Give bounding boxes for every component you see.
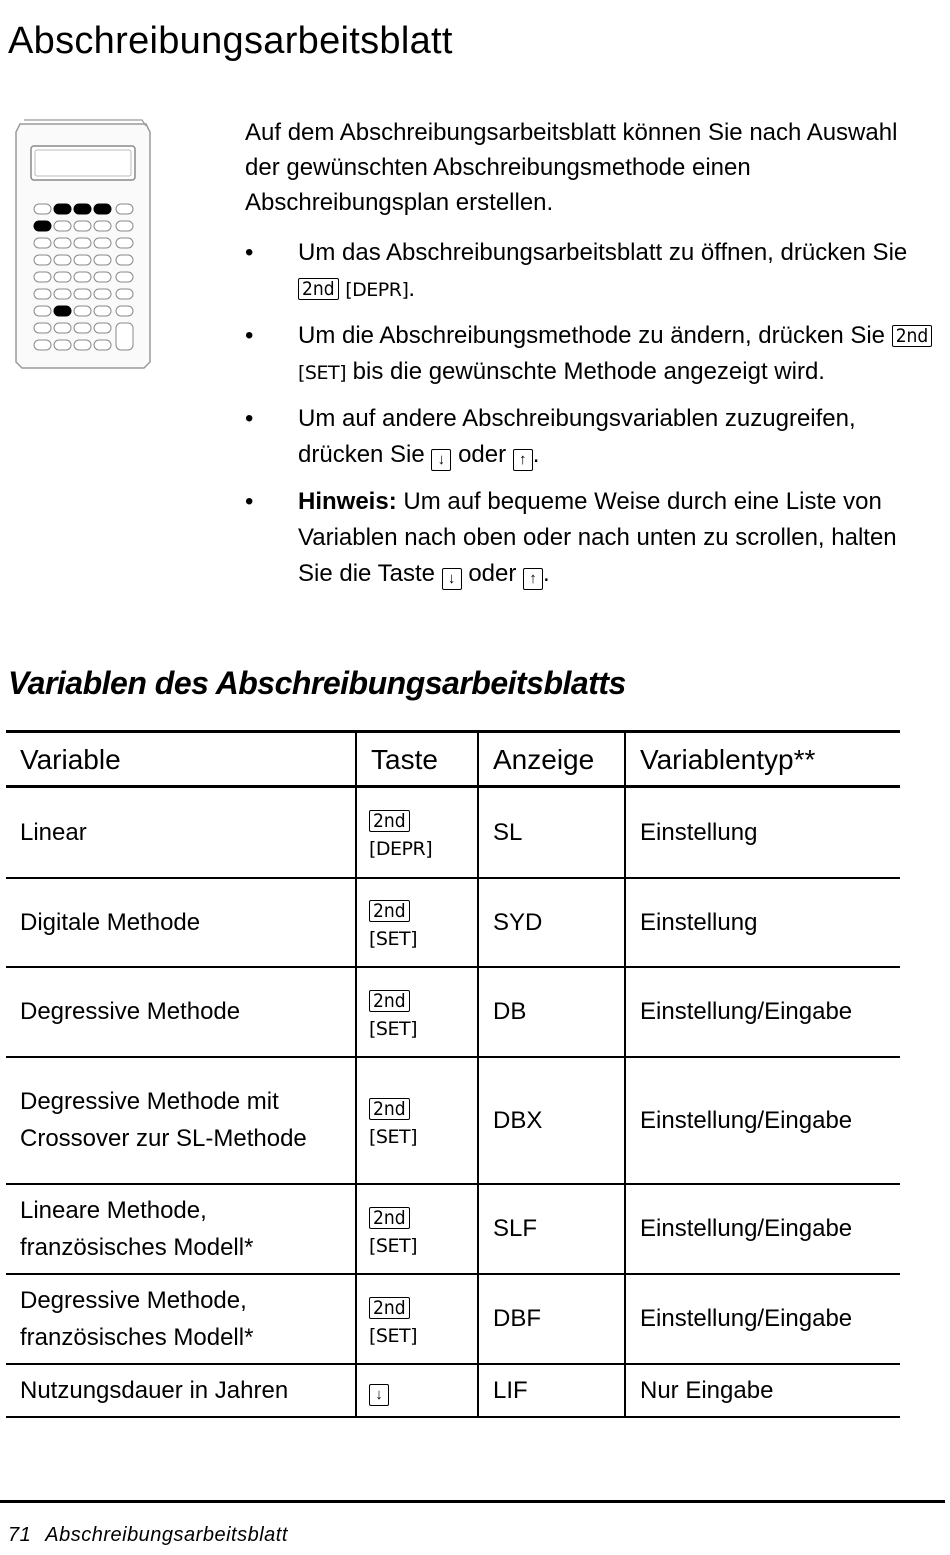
- key-set: [SET]: [369, 1126, 417, 1148]
- cell-taste: [356, 1184, 478, 1274]
- calculator-key: [54, 323, 71, 333]
- footer-title: Abschreibungsarbeitsblatt: [45, 1524, 288, 1546]
- key-2nd: 2nd: [369, 810, 410, 832]
- cell-taste: [356, 1057, 478, 1184]
- calculator-keypad-icon: [14, 118, 152, 370]
- calculator-key: [94, 204, 111, 214]
- calculator-key: [54, 204, 71, 214]
- bullet-text: Um das Abschreibungsarbeitsblatt zu öffnen, drücken Sie: [298, 239, 908, 266]
- cell-taste: [356, 787, 478, 878]
- up-arrow-icon: ↑: [513, 449, 533, 471]
- header-taste: Taste: [356, 732, 478, 787]
- calculator-key: [116, 238, 133, 248]
- table-row: [6, 878, 900, 967]
- calculator-key: [74, 255, 91, 265]
- key-2nd: 2nd: [369, 900, 410, 922]
- variables-table: [6, 730, 900, 1418]
- calculator-key: [94, 255, 111, 265]
- table-row: [6, 1274, 900, 1364]
- bullet-text-end: bis die gewünschte Methode angezeigt wird.: [346, 358, 825, 385]
- calculator-key: [74, 238, 91, 248]
- table-row: [6, 1057, 900, 1184]
- cell-variable: Degressive Methode, französisches Modell*: [6, 1274, 356, 1364]
- key-2nd: 2nd: [369, 1297, 410, 1319]
- cell-variable: Lineare Methode, französisches Modell*: [6, 1184, 356, 1274]
- table-row: [6, 1184, 900, 1274]
- calculator-key: [116, 221, 133, 231]
- cell-variablentyp: Einstellung/Eingabe: [625, 1184, 900, 1274]
- key-depr: [DEPR]: [369, 838, 433, 861]
- bullet-text: Um auf bequeme Weise durch eine Liste von Variablen nach oben oder nach unten zu scrollen, halten Sie die Taste: [298, 488, 897, 587]
- calculator-key: [94, 272, 111, 282]
- cell-variable: Degressive Methode: [6, 967, 356, 1057]
- header-variable: Variable: [6, 732, 356, 787]
- cell-anzeige: DB: [478, 967, 625, 1057]
- cell-variable: Degressive Methode mit Crossover zur SL-Methode: [6, 1057, 356, 1184]
- bullet-marker: •: [245, 239, 254, 266]
- calculator-key: [54, 272, 71, 282]
- key-depr: [DEPR]: [345, 279, 409, 301]
- key-set: [SET]: [369, 928, 417, 950]
- calculator-key: [34, 289, 51, 299]
- bullet-text-end: .: [543, 560, 550, 587]
- calculator-key: [94, 238, 111, 248]
- cell-variablentyp: Einstellung/Eingabe: [625, 1057, 900, 1184]
- bullet-marker: •: [245, 405, 254, 432]
- list-item: [245, 235, 935, 307]
- cell-taste: [356, 1274, 478, 1364]
- list-item: [245, 318, 935, 390]
- down-arrow-icon: ↓: [431, 449, 451, 471]
- cell-taste: [356, 1364, 478, 1417]
- up-arrow-icon: ↑: [523, 568, 543, 590]
- cell-variablentyp: Einstellung/Eingabe: [625, 1274, 900, 1364]
- cell-variablentyp: Nur Eingabe: [625, 1364, 900, 1417]
- calculator-key: [54, 289, 71, 299]
- page-footer: [8, 1524, 288, 1547]
- calculator-key: [94, 221, 111, 231]
- bullet-text-end: .: [532, 441, 540, 468]
- key-set: [SET]: [369, 1017, 417, 1040]
- key-set: [SET]: [298, 362, 346, 384]
- list-item: [245, 484, 935, 592]
- calculator-key: [54, 221, 71, 231]
- footer-divider: [0, 1500, 945, 1503]
- calculator-key: [54, 238, 71, 248]
- calculator-key: [116, 306, 133, 316]
- key-2nd: 2nd: [369, 1098, 410, 1120]
- calculator-key: [94, 289, 111, 299]
- calculator-key: [34, 238, 51, 248]
- table-header-row: [6, 732, 900, 787]
- cell-taste: [356, 878, 478, 967]
- cell-anzeige: LIF: [478, 1364, 625, 1417]
- key-2nd: 2nd: [298, 278, 339, 300]
- cell-taste: [356, 967, 478, 1057]
- calculator-key: [74, 323, 91, 333]
- key-2nd: 2nd: [892, 325, 933, 347]
- calculator-key: [116, 255, 133, 265]
- bullet-text-end: .: [408, 275, 416, 302]
- table-row: [6, 787, 900, 878]
- calculator-key: [54, 340, 71, 350]
- calculator-key: [116, 204, 133, 214]
- cell-variable: Nutzungsdauer in Jahren: [6, 1364, 356, 1417]
- cell-anzeige: SYD: [478, 878, 625, 967]
- bullet-text-mid: oder: [451, 441, 513, 468]
- cell-anzeige: SL: [478, 787, 625, 878]
- calculator-key: [116, 289, 133, 299]
- calculator-key: [34, 306, 51, 316]
- cell-anzeige: DBF: [478, 1274, 625, 1364]
- instruction-list: [245, 235, 935, 603]
- calculator-key: [34, 255, 51, 265]
- list-item: [245, 401, 935, 473]
- page-title: Abschreibungsarbeitsblatt: [8, 20, 453, 62]
- calculator-key: [94, 323, 111, 333]
- calculator-key: [54, 255, 71, 265]
- calculator-key: [94, 340, 111, 350]
- cell-anzeige: DBX: [478, 1057, 625, 1184]
- cell-variablentyp: Einstellung: [625, 787, 900, 878]
- table-row: [6, 967, 900, 1057]
- bullet-marker: •: [245, 488, 254, 515]
- calculator-key: [74, 340, 91, 350]
- calculator-key: [34, 221, 51, 231]
- intro-paragraph: Auf dem Abschreibungsarbeitsblatt können Sie nach Auswahl der gewünschten Abschreibungsmethode einen Abschreibungsplan erstellen.: [245, 119, 898, 216]
- page-number: 71: [8, 1524, 32, 1546]
- calculator-key: [74, 221, 91, 231]
- cell-variablentyp: Einstellung: [625, 878, 900, 967]
- key-set: [SET]: [369, 1234, 417, 1257]
- table-row: [6, 1364, 900, 1417]
- calculator-key: [74, 306, 91, 316]
- note-label: Hinweis:: [298, 488, 397, 515]
- bullet-text: Um die Abschreibungsmethode zu ändern, drücken Sie: [298, 322, 892, 349]
- calculator-key: [54, 306, 71, 316]
- calculator-key: [34, 340, 51, 350]
- section-heading: Variablen des Abschreibungsarbeitsblatts: [8, 665, 626, 701]
- down-arrow-icon: ↓: [442, 568, 462, 590]
- calculator-key: [116, 323, 133, 350]
- cell-variable: Digitale Methode: [6, 878, 356, 967]
- key-2nd: 2nd: [369, 990, 410, 1012]
- calculator-key: [94, 306, 111, 316]
- calculator-key: [74, 289, 91, 299]
- calculator-key: [74, 272, 91, 282]
- header-variablentyp: Variablentyp**: [625, 732, 900, 787]
- calculator-key: [34, 204, 51, 214]
- header-anzeige: Anzeige: [478, 732, 625, 787]
- down-arrow-icon: ↓: [369, 1384, 389, 1406]
- cell-variablentyp: Einstellung/Eingabe: [625, 967, 900, 1057]
- cell-anzeige: SLF: [478, 1184, 625, 1274]
- bullet-marker: •: [245, 322, 254, 349]
- calculator-key: [34, 272, 51, 282]
- calculator-key: [116, 272, 133, 282]
- key-2nd: 2nd: [369, 1207, 410, 1229]
- calculator-key: [34, 323, 51, 333]
- bullet-text: Um auf andere Abschreibungsvariablen zuzugreifen, drücken Sie: [298, 405, 856, 468]
- calculator-key: [74, 204, 91, 214]
- key-set: [SET]: [369, 1324, 417, 1347]
- cell-variable: Linear: [6, 787, 356, 878]
- bullet-text-mid: oder: [461, 560, 524, 587]
